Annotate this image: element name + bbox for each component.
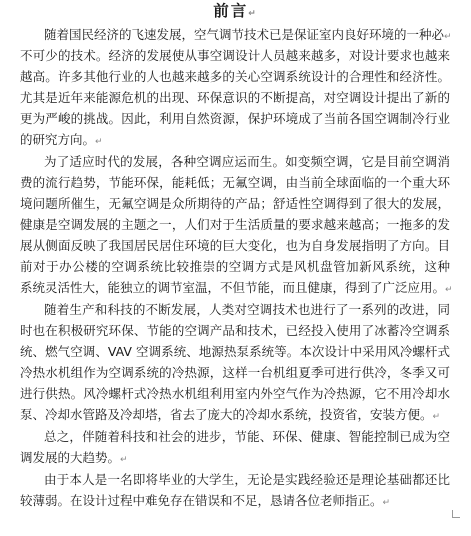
title-text: 前言 (213, 2, 249, 20)
text-line: 的研究方向。↵ (20, 132, 103, 147)
text-line: 展从侧面反映了我国居民居住环境的巨大变化，也为自身发展指明了方向。目 (20, 238, 450, 253)
text-line: 健康是空调发展的主题之一，人们对于生活质量的要求越来越高；一拖多的发 (20, 217, 450, 232)
text-line: 系统灵活性大，能独立的调节室温，不但节能，而且健康，得到了广泛应用。↵ (20, 280, 453, 295)
text-line: 不可少的技术。经济的发展使从事空调设计人员越来越多，对设计要求也越来 (20, 48, 450, 63)
text-line: 总之，伴随着科技和社会的进步，节能、环保、健康、智能控制已成为空 (44, 429, 450, 444)
text-line: 前对于办公楼的空调系统比较推崇的空调方式是风机盘管加新风系统，这种 (20, 259, 450, 274)
document-title (0, 1, 471, 24)
text-line: 较薄弱。在设计过程中难免存在错误和不足，恳请各位老师指正。↵ (20, 493, 391, 508)
text-line: 为了适应时代的发展，各种空调应运而生。如变频空调，它是目前空调消 (44, 154, 450, 169)
paragraph-mark: ↵ (248, 9, 258, 19)
text-line: 调发展的大趋势。↵ (20, 450, 128, 465)
text-line: 泵、冷却水管路及冷却塔，省去了庞大的冷却水系统，投资省，安装方便。↵ (20, 407, 441, 422)
page-corner-mark (452, 510, 460, 518)
text-line: 随着生产和科技的不断发展，人类对空调技术也进行了一系列的改进，同 (44, 302, 450, 317)
text-line: 费的流行趋势，节能环保，能耗低；无氟空调，由当前全球面临的一个重大环 (20, 175, 450, 190)
text-line: 随着国民经济的飞速发展，空气调节技术已是保证室内良好环境的一种必↵ (44, 27, 452, 42)
text-line: 统、燃气空调、VAV 空调系统、地源热泵系统等。本次设计中采用风冷螺杆式 (20, 344, 450, 359)
text-line: 由于本人是一名即将毕业的大学生，无论是实践经验还是理论基础都还比 (44, 472, 450, 487)
text-line: 境问题所催生，无氟空调是众所期待的产品；舒适性空调得到了很大的发展， (20, 196, 450, 211)
text-line: 进行供热。风冷螺杆式冷热水机组利用室内外空气作为冷热源，它不用冷却水 (20, 386, 450, 401)
text-line: 越高。许多其他行业的人也越来越多的关心空调系统设计的合理性和经济性。 (20, 69, 450, 84)
text-line: 冷热水机组作为空调系统的冷热源，这样一台机组夏季可进行供冷，冬季又可 (20, 365, 450, 380)
text-line: 时也在积极研究环保、节能的空调产品和技术，已经投入使用了冰蓄冷空调系 (20, 323, 450, 338)
text-line: 尤其是近年来能源危机的出现、环保意识的不断提高，对空调设计提出了新的 (20, 90, 450, 105)
text-line: 更为严峻的挑战。因此，利用自然资源，保护环境成了当前各国空调制冷行业 (20, 111, 450, 126)
